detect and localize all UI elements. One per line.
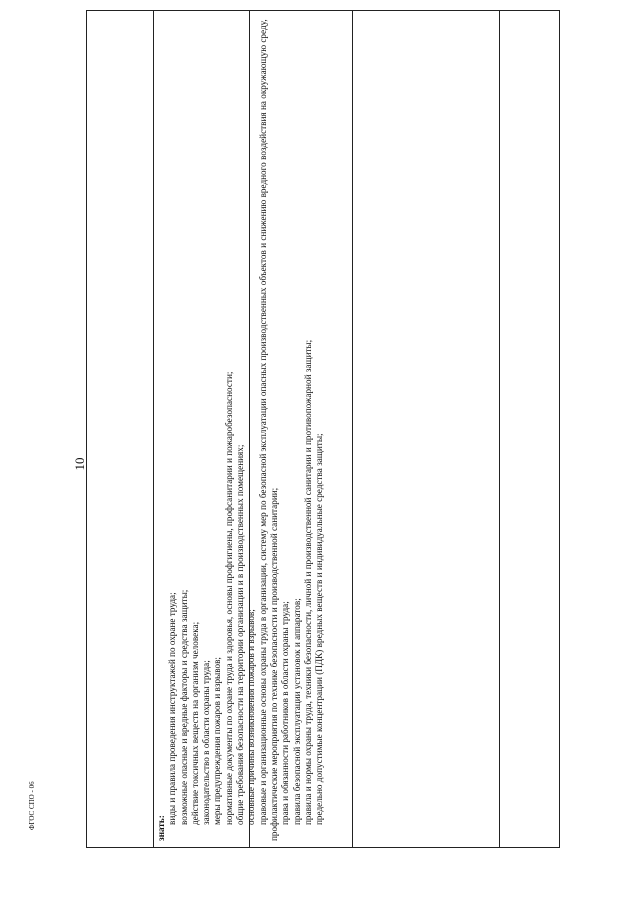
table-row-content — [153, 11, 325, 847]
page-number: 10 — [72, 457, 87, 471]
table-row-blank — [352, 11, 499, 847]
knowledge-item: действие токсичных веществ на организм человека; — [189, 621, 200, 825]
knowledge-item: возможные опасные и вредные факторы и средства защиты; — [178, 589, 189, 825]
table-row-header-blank — [87, 11, 153, 847]
competency-table — [86, 10, 560, 848]
knowledge-item: нормативные документы по охране труда и здоровья, основы профгигиены, профсанитарии и пожаробезопасности; — [223, 371, 234, 825]
rotated-table-wrapper — [86, 10, 560, 848]
knowledge-item: основные причины возникновения пожаров и взрывов; — [246, 609, 257, 825]
table-row-blank — [499, 11, 559, 847]
knowledge-item: права и обязанности работников в области охраны труда; — [280, 601, 291, 825]
knowledge-item: предельно допустимые концентрации (ПДК) вредных веществ и индивидуальные средства защиты; — [314, 433, 325, 825]
knowledge-heading: знать: — [156, 815, 166, 841]
footer-code: ФГОС СПО - 06 — [28, 781, 36, 830]
knowledge-item: общие требования безопасности на территории организации и в производственных помещениях; — [235, 444, 246, 825]
knowledge-cell — [154, 11, 325, 847]
table-row-blank — [249, 11, 352, 847]
knowledge-item: правовые и организационные основы охраны труда в организации, систему мер по безопасной эксплуатации опасных производственных объектов и снижению вредного воздействия на окружающую среду, профилактические мероприятия по технике безопасности и производственной санитарии; — [257, 19, 279, 841]
knowledge-item: правила безопасной эксплуатации установок и аппаратов; — [291, 598, 302, 825]
knowledge-item: законодательство в области охраны труда; — [201, 660, 212, 825]
knowledge-item: меры предупреждения пожаров и взрывов; — [212, 657, 223, 825]
knowledge-item: правила и нормы охраны труда, техники безопасности, личной и производственной санитарии и противопожарной защиты; — [302, 339, 313, 825]
knowledge-item: виды и правила проведения инструктажей по охране труда; — [167, 592, 178, 825]
